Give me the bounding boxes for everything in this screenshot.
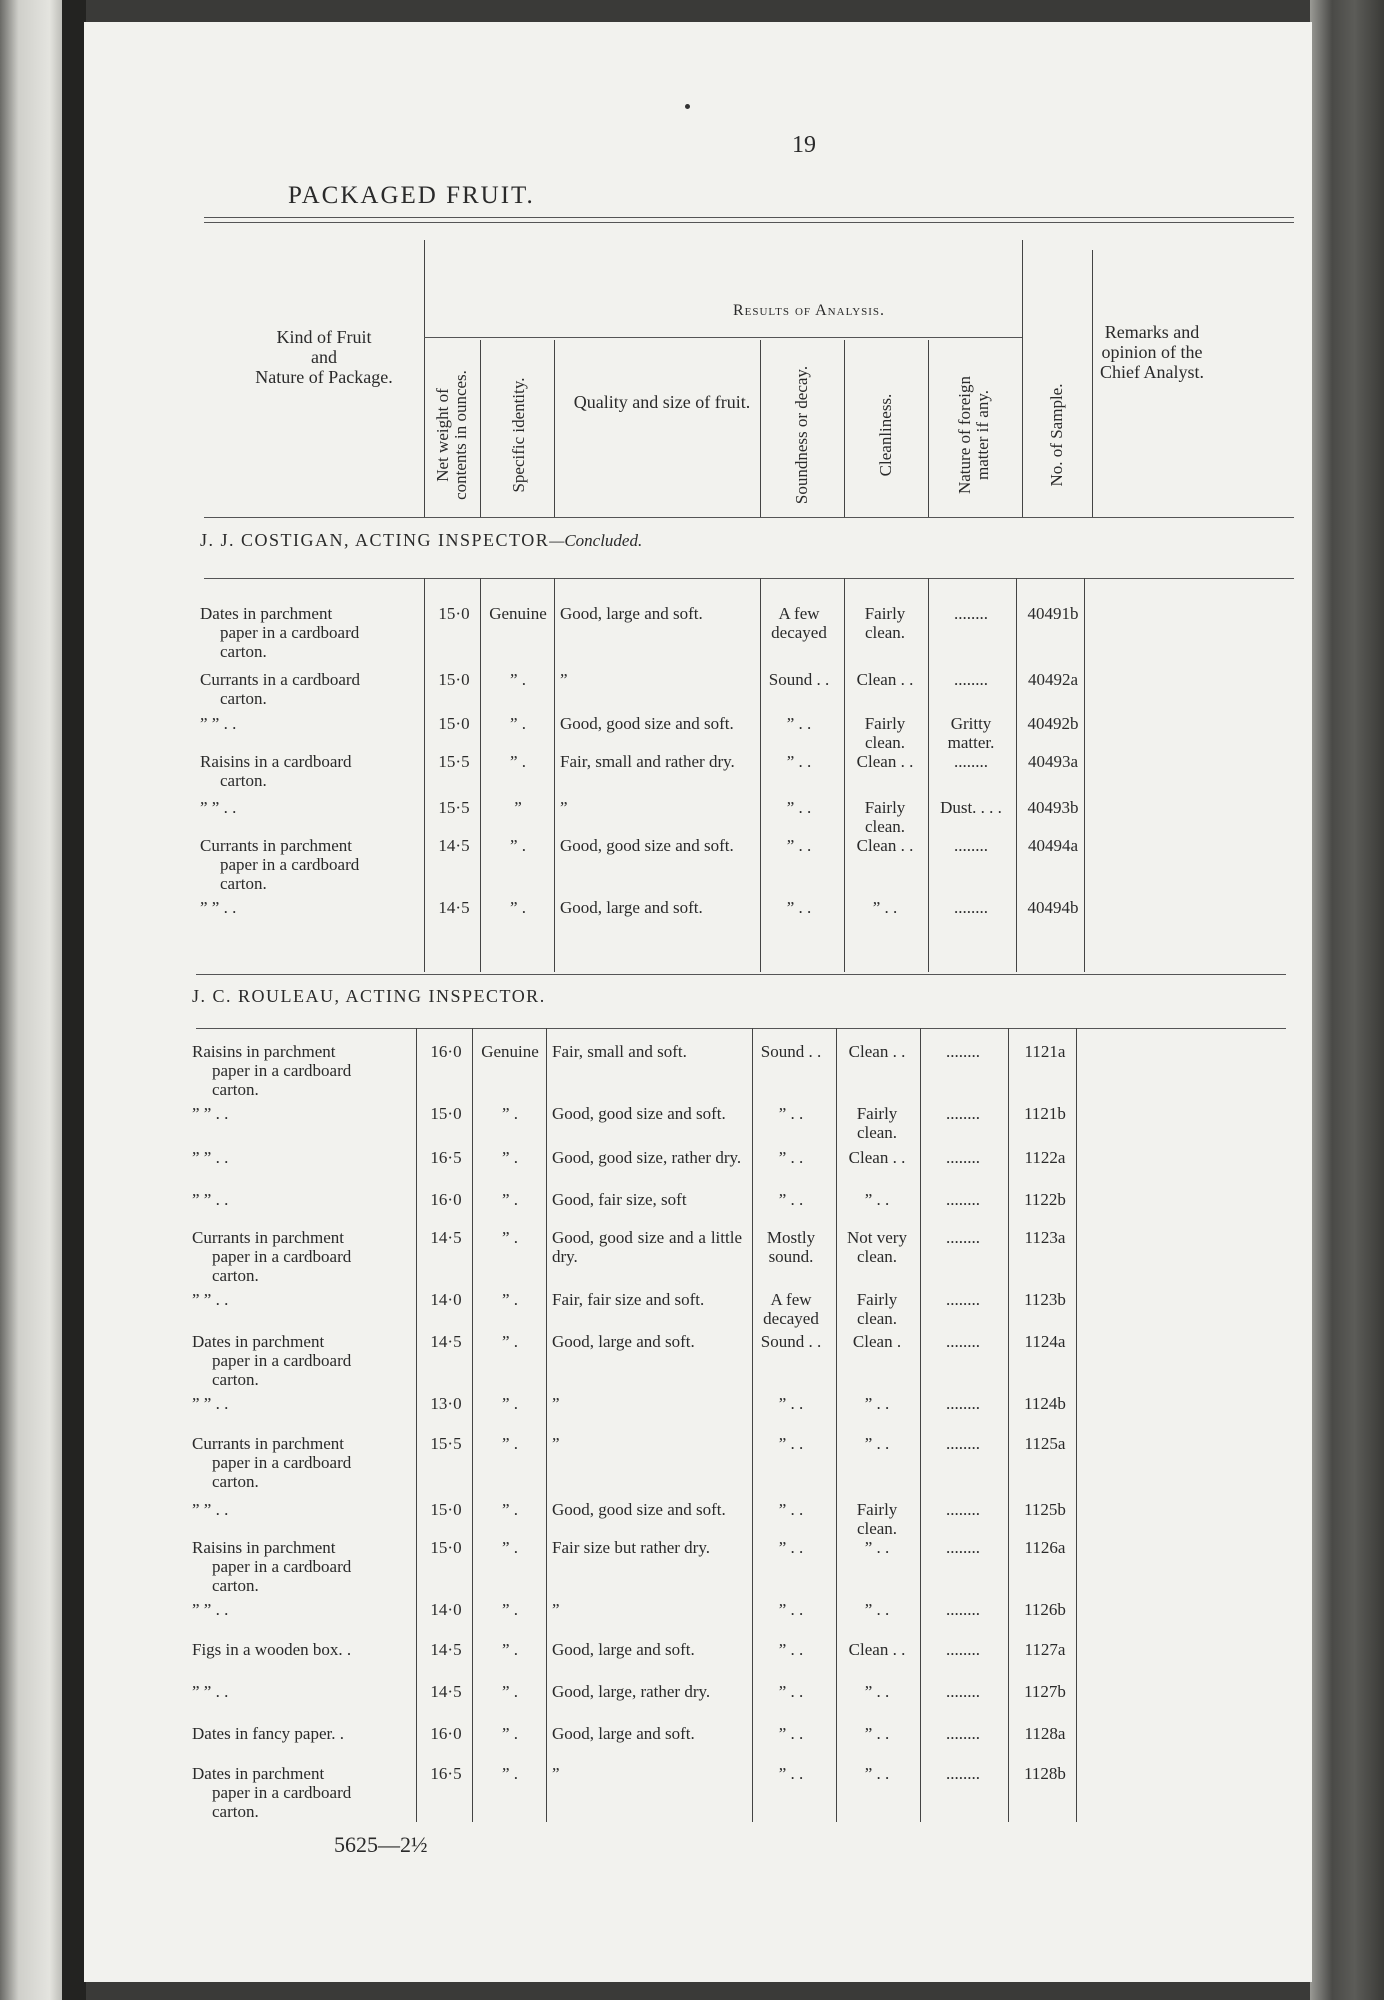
cell-no: 1127a: [1024, 1640, 1066, 1659]
cell-quality: Good, good size and soft.: [552, 1500, 726, 1519]
cell-sound: Sound . .: [760, 1332, 822, 1351]
cell-net: 15·0: [430, 1538, 462, 1557]
cell-quality: ”: [552, 1394, 560, 1413]
results-underline: [424, 337, 1022, 338]
cell-quality: Good, large, rather dry.: [552, 1682, 711, 1701]
cell-clean: Clean . .: [848, 1042, 906, 1061]
cell-foreign: Gritty matter.: [947, 714, 995, 752]
cell-sound: Sound . .: [760, 1042, 822, 1061]
cell-no: 1127b: [1024, 1682, 1066, 1701]
cell-no: 40494b: [1027, 898, 1079, 917]
cell-kind: ” ” . .: [192, 1190, 229, 1209]
cell-foreign: ........: [946, 1228, 980, 1247]
cell-foreign: ........: [954, 604, 988, 623]
cell-kind: Raisins in parchment paper in a cardboard carton.: [192, 1042, 352, 1099]
cell-clean: Fairly clean.: [864, 714, 906, 752]
header-specific-identity: Specific identity.: [509, 376, 528, 493]
section-title-text: J. J. COSTIGAN, ACTING INSPECTOR: [200, 530, 550, 550]
cell-quality: Good, large and soft.: [552, 1332, 695, 1351]
cell-spec: ” .: [509, 898, 527, 917]
section-rule: [204, 578, 1294, 579]
cell-net: 16·0: [430, 1190, 462, 1209]
header-top-rule-2: [204, 222, 1294, 223]
column-divider: [416, 1028, 417, 1822]
cell-kind: Dates in parchment paper in a cardboard carton.: [192, 1332, 352, 1389]
cell-clean: Clean . .: [848, 1640, 906, 1659]
cell-spec: Genuine: [481, 1042, 539, 1061]
cell-foreign: ........: [946, 1042, 980, 1061]
cell-sound: Sound . .: [768, 670, 830, 689]
cell-quality: Good, fair size, soft: [552, 1190, 687, 1209]
header-remarks: Remarks and opinion of the Chief Analyst.: [1100, 322, 1204, 382]
cell-quality: ”: [552, 1764, 560, 1783]
cell-spec: ” .: [501, 1538, 519, 1557]
cell-clean: ” . .: [864, 1434, 890, 1453]
cell-clean: Fairly clean.: [864, 604, 906, 642]
cell-kind: Dates in parchment paper in a cardboard carton.: [200, 604, 360, 661]
cell-net: 15·0: [430, 1500, 462, 1519]
cell-spec: ” .: [501, 1764, 519, 1783]
cell-clean: ” . .: [864, 1538, 890, 1557]
cell-net: 14·5: [438, 836, 470, 855]
cell-quality: Fair, fair size and soft.: [552, 1290, 705, 1309]
section-title-suffix: —Concluded.: [549, 531, 643, 550]
cell-foreign: ........: [954, 670, 988, 689]
cell-sound: ” . .: [778, 1538, 804, 1557]
cell-quality: Good, large and soft.: [552, 1640, 695, 1659]
cell-foreign: ........: [954, 898, 988, 917]
cell-foreign: ........: [954, 836, 988, 855]
header-foreign-cell: [928, 362, 1020, 507]
cell-no: 40493b: [1027, 798, 1079, 817]
cell-net: 14·0: [430, 1600, 462, 1619]
cell-clean: ” . .: [872, 898, 898, 917]
cell-clean: Clean . .: [856, 836, 914, 855]
header-quality: Quality and size of fruit.: [573, 392, 751, 412]
print-code: 5625—2½: [334, 1832, 428, 1857]
cell-kind: ” ” . .: [192, 1104, 229, 1123]
cell-quality: Fair, small and soft.: [552, 1042, 687, 1061]
cell-foreign: ........: [946, 1332, 980, 1351]
cell-no: 1123a: [1024, 1228, 1066, 1247]
cell-kind: ” ” . .: [192, 1148, 229, 1167]
cell-kind: ” ” . .: [200, 798, 237, 817]
header-divider: [928, 340, 929, 517]
cell-net: 14·5: [430, 1640, 462, 1659]
cell-foreign: ........: [946, 1394, 980, 1413]
header-net-weight: Net weight of contents in ounces.: [433, 369, 470, 500]
section-title-rouleau: [192, 986, 546, 1007]
cell-net: 14·5: [430, 1228, 462, 1247]
cell-clean: Clean .: [852, 1332, 902, 1351]
cell-kind: Currants in parchment paper in a cardboard carton.: [200, 836, 360, 893]
header-bottom-rule: [204, 517, 1294, 518]
cell-kind: ” ” . .: [192, 1682, 229, 1701]
cell-spec: ” .: [501, 1228, 519, 1247]
cell-clean: ” . .: [864, 1190, 890, 1209]
cell-quality: Good, good size and soft.: [560, 714, 734, 733]
header-kind: Kind of Fruit and Nature of Package.: [255, 327, 393, 387]
cell-clean: Not very clean.: [847, 1228, 907, 1266]
header-divider: [760, 340, 761, 517]
header-sample-number: No. of Sample.: [1047, 383, 1066, 486]
header-divider: [480, 340, 481, 517]
column-divider: [480, 578, 481, 972]
cell-sound: ” . .: [786, 836, 812, 855]
cell-spec: ” .: [509, 836, 527, 855]
header-divider: [844, 340, 845, 517]
cell-spec: ” .: [501, 1290, 519, 1309]
cell-net: 15·5: [430, 1434, 462, 1453]
cell-net: 14·5: [430, 1332, 462, 1351]
cell-foreign: ........: [946, 1724, 980, 1743]
cell-sound: ” . .: [778, 1600, 804, 1619]
cell-quality: Good, large and soft.: [560, 604, 703, 623]
cell-quality: ”: [560, 670, 568, 689]
cell-spec: ” .: [501, 1600, 519, 1619]
cell-foreign: ........: [946, 1682, 980, 1701]
cell-foreign: ........: [946, 1764, 980, 1783]
cell-net: 14·5: [430, 1682, 462, 1701]
cell-kind: Currants in parchment paper in a cardboard carton.: [192, 1228, 352, 1285]
cell-no: 40493a: [1027, 752, 1079, 771]
cell-quality: Good, good size and a little dry.: [552, 1228, 742, 1266]
cell-no: 1121b: [1024, 1104, 1066, 1123]
cell-clean: ” . .: [864, 1600, 890, 1619]
column-divider: [1016, 578, 1017, 972]
column-divider: [1008, 1028, 1009, 1822]
cell-no: 1128a: [1024, 1724, 1066, 1743]
section-rule: [196, 974, 1286, 975]
cell-foreign: Dust. . . .: [940, 798, 1002, 817]
cell-net: 15·0: [438, 670, 470, 689]
cell-quality: Fair, small and rather dry.: [560, 752, 735, 771]
cell-net: 16·0: [430, 1724, 462, 1743]
cell-sound: ” . .: [786, 752, 812, 771]
cell-clean: ” . .: [864, 1394, 890, 1413]
cell-spec: ” .: [501, 1104, 519, 1123]
cell-quality: ”: [552, 1600, 560, 1619]
cell-clean: ” . .: [864, 1764, 890, 1783]
cell-kind: Dates in parchment paper in a cardboard carton.: [192, 1764, 352, 1821]
header-soundness-cell: [760, 362, 844, 507]
cell-foreign: ........: [954, 752, 988, 771]
column-divider: [928, 578, 929, 972]
cell-spec: ” .: [501, 1640, 519, 1659]
cell-net: 15·5: [438, 752, 470, 771]
document-page: [84, 22, 1312, 1982]
cell-spec: ” .: [501, 1434, 519, 1453]
cell-spec: Genuine: [489, 604, 547, 623]
cell-foreign: ........: [946, 1600, 980, 1619]
cell-foreign: ........: [946, 1538, 980, 1557]
column-divider: [424, 578, 425, 972]
cell-sound: ” . .: [778, 1764, 804, 1783]
cell-clean: Fairly clean.: [856, 1290, 898, 1328]
cell-spec: ” .: [509, 714, 527, 733]
cell-net: 15·0: [438, 604, 470, 623]
cell-clean: Fairly clean.: [856, 1104, 898, 1142]
cell-sound: ” . .: [778, 1724, 804, 1743]
column-divider: [546, 1028, 547, 1822]
cell-no: 40492a: [1027, 670, 1079, 689]
cell-foreign: ........: [946, 1104, 980, 1123]
cell-net: 14·5: [438, 898, 470, 917]
section-rule: [196, 1028, 1286, 1029]
cell-foreign: ........: [946, 1290, 980, 1309]
cell-sound: ” . .: [778, 1682, 804, 1701]
cell-spec: ” .: [501, 1332, 519, 1351]
cell-kind: Currants in a cardboard carton.: [200, 670, 361, 708]
cell-kind: Currants in parchment paper in a cardboard carton.: [192, 1434, 352, 1491]
cell-clean: Fairly clean.: [856, 1500, 898, 1538]
cell-spec: ” .: [501, 1148, 519, 1167]
header-net-weight-cell: [424, 362, 480, 507]
cell-clean: Clean . .: [848, 1148, 906, 1167]
cell-quality: Good, good size, rather dry.: [552, 1148, 742, 1167]
cell-no: 1122b: [1024, 1190, 1066, 1209]
cell-net: 15·0: [438, 714, 470, 733]
cell-sound: ” . .: [778, 1190, 804, 1209]
cell-no: 40494a: [1027, 836, 1079, 855]
cell-quality: Good, large and soft.: [560, 898, 703, 917]
cell-no: 1126a: [1024, 1538, 1066, 1557]
header-foreign-matter: Nature of foreign matter if any.: [955, 375, 992, 494]
cell-foreign: ........: [946, 1190, 980, 1209]
cell-foreign: ........: [946, 1640, 980, 1659]
cell-sound: ” . .: [778, 1434, 804, 1453]
cell-no: 1121a: [1024, 1042, 1066, 1061]
cell-clean: Fairly clean.: [864, 798, 906, 836]
cell-spec: ”: [514, 798, 522, 817]
cell-net: 16·5: [430, 1148, 462, 1167]
cell-clean: Clean . .: [856, 752, 914, 771]
cell-clean: ” . .: [864, 1724, 890, 1743]
cell-kind: ” ” . .: [192, 1394, 229, 1413]
cell-clean: ” . .: [864, 1682, 890, 1701]
header-divider: [1092, 250, 1093, 517]
section-title-text: J. C. ROULEAU, ACTING INSPECTOR.: [192, 986, 546, 1006]
cell-kind: Raisins in parchment paper in a cardboard carton.: [192, 1538, 352, 1595]
cell-spec: ” .: [501, 1724, 519, 1743]
page-title: PACKAGED FRUIT.: [288, 182, 535, 209]
cell-quality: ”: [552, 1434, 560, 1453]
cell-net: 13·0: [430, 1394, 462, 1413]
page-stack-edge: [1310, 0, 1384, 2000]
header-sample-no-cell: [1022, 362, 1092, 507]
book-gutter: [62, 0, 86, 2000]
cell-spec: ” .: [509, 670, 527, 689]
section-title-costigan: [200, 530, 642, 551]
cell-spec: ” .: [501, 1394, 519, 1413]
cell-no: 1126b: [1024, 1600, 1066, 1619]
cell-net: 16·0: [430, 1042, 462, 1061]
cell-kind: ” ” . .: [192, 1290, 229, 1309]
ink-speck: [685, 104, 690, 109]
cell-quality: Good, large and soft.: [552, 1724, 695, 1743]
header-cleanliness: Cleanliness.: [876, 393, 895, 476]
cell-clean: Clean . .: [856, 670, 914, 689]
cell-kind: ” ” . .: [192, 1600, 229, 1619]
cell-quality: Fair size but rather dry.: [552, 1538, 710, 1557]
cell-sound: ” . .: [778, 1104, 804, 1123]
column-divider: [920, 1028, 921, 1822]
cell-sound: ” . .: [786, 798, 812, 817]
cell-foreign: ........: [946, 1148, 980, 1167]
cell-kind: ” ” . .: [200, 898, 237, 917]
cell-sound: ” . .: [786, 898, 812, 917]
header-cleanliness-cell: [844, 362, 928, 507]
cell-kind: ” ” . .: [192, 1500, 229, 1519]
cell-no: 1125a: [1024, 1434, 1066, 1453]
cell-sound: ” . .: [778, 1640, 804, 1659]
cell-kind: Dates in fancy paper. .: [192, 1724, 344, 1743]
cell-kind: Figs in a wooden box. .: [192, 1640, 352, 1659]
cell-no: 40491b: [1027, 604, 1079, 623]
cell-sound: ” . .: [786, 714, 812, 733]
cell-no: 1122a: [1024, 1148, 1066, 1167]
header-divider: [554, 340, 555, 517]
cell-net: 14·0: [430, 1290, 462, 1309]
cell-sound: ” . .: [778, 1394, 804, 1413]
adjacent-page-edge: [0, 0, 62, 2000]
cell-net: 16·5: [430, 1764, 462, 1783]
cell-spec: ” .: [509, 752, 527, 771]
cell-no: 1125b: [1024, 1500, 1066, 1519]
cell-no: 1124b: [1024, 1394, 1066, 1413]
cell-spec: ” .: [501, 1190, 519, 1209]
cell-no: 1123b: [1024, 1290, 1066, 1309]
cell-quality: Good, good size and soft.: [552, 1104, 726, 1123]
column-divider: [472, 1028, 473, 1822]
page-number: 19: [792, 132, 816, 158]
cell-foreign: ........: [946, 1434, 980, 1453]
column-divider: [554, 578, 555, 972]
cell-kind: ” ” . .: [200, 714, 237, 733]
cell-sound: ” . .: [778, 1148, 804, 1167]
cell-sound: Mostly sound.: [766, 1228, 816, 1266]
cell-no: 1124a: [1024, 1332, 1066, 1351]
header-soundness: Soundness or decay.: [792, 365, 811, 504]
cell-foreign: ........: [946, 1500, 980, 1519]
cell-sound: A few decayed: [771, 604, 827, 642]
cell-quality: ”: [560, 798, 568, 817]
header-top-rule: [204, 217, 1294, 218]
cell-net: 15·5: [438, 798, 470, 817]
cell-sound: A few decayed: [763, 1290, 819, 1328]
cell-net: 15·0: [430, 1104, 462, 1123]
cell-sound: ” . .: [778, 1500, 804, 1519]
cell-kind: Raisins in a cardboard carton.: [200, 752, 352, 790]
cell-spec: ” .: [501, 1500, 519, 1519]
header-specific-cell: [484, 362, 554, 507]
cell-quality: Good, good size and soft.: [560, 836, 734, 855]
header-results: Results of Analysis.: [732, 302, 886, 319]
cell-no: 1128b: [1024, 1764, 1066, 1783]
cell-no: 40492b: [1027, 714, 1079, 733]
cell-spec: ” .: [501, 1682, 519, 1701]
